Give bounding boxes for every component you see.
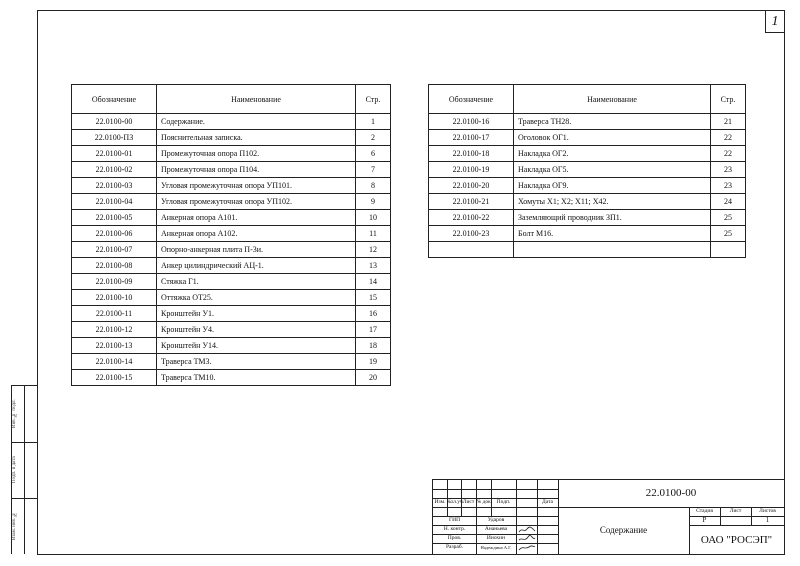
cell-code: 22.0100-04 xyxy=(72,194,157,210)
table-row xyxy=(72,338,391,354)
table-row xyxy=(72,210,391,226)
stamp-col-label: Подп. xyxy=(496,499,511,505)
cell-code: 22.0100-02 xyxy=(72,162,157,178)
cell-code: 22.0100-18 xyxy=(429,146,514,162)
table-row xyxy=(429,146,746,162)
stamp-col-label: Лист xyxy=(462,499,475,505)
cell-page: 6 xyxy=(356,146,391,162)
cell-code xyxy=(429,242,514,258)
table-row xyxy=(72,194,391,210)
cell-page: 2 xyxy=(356,130,391,146)
cell-name: Болт М16. xyxy=(514,226,711,242)
table-row xyxy=(72,178,391,194)
title-block xyxy=(432,479,784,554)
table-row xyxy=(72,306,391,322)
cell-name: Траверса ТМ3. xyxy=(157,354,356,370)
stamp-person: Ананьева xyxy=(484,526,508,532)
cell-page: 21 xyxy=(711,114,746,130)
cell-name: Траверса ТН28. xyxy=(514,114,711,130)
cell-code: 22.0100-09 xyxy=(72,274,157,290)
col-header-name: Наименование xyxy=(157,85,356,114)
table-row xyxy=(72,290,391,306)
cell-name: Накладка ОГ5. xyxy=(514,162,711,178)
sheet-label: Лист xyxy=(729,508,742,514)
table-row xyxy=(72,370,391,386)
cell-code: 22.0100-05 xyxy=(72,210,157,226)
cell-name: Угловая промежуточная опора УП102. xyxy=(157,194,356,210)
side-label: Взам. инв. № xyxy=(12,511,17,541)
cell-page: 8 xyxy=(356,178,391,194)
col-header-name: Наименование xyxy=(514,85,711,114)
cell-name: Промежуточная опора П104. xyxy=(157,162,356,178)
stage-value: Р xyxy=(702,516,707,524)
cell-name: Анкерная опора А101. xyxy=(157,210,356,226)
cell-code: 22.0100-10 xyxy=(72,290,157,306)
stamp-col-label: Кол.уч xyxy=(447,499,463,505)
table-row xyxy=(72,226,391,242)
cell-code: 22.0100-00 xyxy=(72,114,157,130)
cell-name: Оголовок ОГ1. xyxy=(514,130,711,146)
contents-table-left xyxy=(71,84,391,386)
cell-name: Анкер цилиндрический АЦ-1. xyxy=(157,258,356,274)
cell-page: 22 xyxy=(711,130,746,146)
cell-page: 20 xyxy=(356,370,391,386)
cell-page: 10 xyxy=(356,210,391,226)
cell-name: Заземляющий проводник ЗП1. xyxy=(514,210,711,226)
cell-page: 25 xyxy=(711,210,746,226)
cell-page: 17 xyxy=(356,322,391,338)
cell-code: 22.0100-03 xyxy=(72,178,157,194)
cell-code: 22.0100-08 xyxy=(72,258,157,274)
stamp-role: Н. контр. xyxy=(443,526,466,532)
cell-page: 23 xyxy=(711,178,746,194)
cell-code: 22.0100-17 xyxy=(429,130,514,146)
cell-code: 22.0100-06 xyxy=(72,226,157,242)
stamp-doc-code: 22.0100-00 xyxy=(645,487,697,499)
table-row xyxy=(429,130,746,146)
cell-page: 19 xyxy=(356,354,391,370)
table-row xyxy=(72,274,391,290)
contents-table-right xyxy=(428,84,746,258)
cell-code: 22.0100-21 xyxy=(429,194,514,210)
cell-page: 1 xyxy=(356,114,391,130)
cell-code: 22.0100-07 xyxy=(72,242,157,258)
stamp-col-label: № док. xyxy=(476,499,493,505)
table-row xyxy=(72,258,391,274)
col-header-page: Стр. xyxy=(711,85,746,114)
col-header-page: Стр. xyxy=(356,85,391,114)
cell-name: Угловая промежуточная опора УП101. xyxy=(157,178,356,194)
cell-page: 12 xyxy=(356,242,391,258)
sheets-label: Листов xyxy=(759,508,776,514)
cell-code: 22.0100-20 xyxy=(429,178,514,194)
stamp-person: Инохин xyxy=(486,535,506,541)
table-row xyxy=(429,162,746,178)
cell-code: 22.0100-22 xyxy=(429,210,514,226)
cell-page: 16 xyxy=(356,306,391,322)
table-row xyxy=(429,178,746,194)
table-row xyxy=(429,226,746,242)
table-row xyxy=(72,146,391,162)
table-row xyxy=(429,194,746,210)
cell-page: 11 xyxy=(356,226,391,242)
cell-page xyxy=(711,242,746,258)
table-row xyxy=(72,114,391,130)
stamp-col-label: Дата xyxy=(542,499,553,505)
cell-code: 22.0100-16 xyxy=(429,114,514,130)
cell-page: 24 xyxy=(711,194,746,210)
cell-code: 22.0100-ПЗ xyxy=(72,130,157,146)
cell-name: Оттяжка ОТ25. xyxy=(157,290,356,306)
table-row xyxy=(72,162,391,178)
cell-name: Пояснительная записка. xyxy=(157,130,356,146)
cell-name: Опорно-анкерная плита П-3и. xyxy=(157,242,356,258)
stamp-role: ГИП xyxy=(448,517,461,523)
cell-page: 23 xyxy=(711,162,746,178)
stamp-title: Содержание xyxy=(599,525,648,535)
cell-code: 22.0100-14 xyxy=(72,354,157,370)
cell-name: Накладка ОГ2. xyxy=(514,146,711,162)
side-label: Подп. и дата xyxy=(12,456,17,484)
cell-code: 22.0100-01 xyxy=(72,146,157,162)
cell-page: 25 xyxy=(711,226,746,242)
cell-name: Анкерная опора А102. xyxy=(157,226,356,242)
col-header-code: Обозначение xyxy=(72,85,157,114)
table-row xyxy=(72,242,391,258)
organization-name: ОАО "РОСЭП" xyxy=(700,534,773,546)
cell-code: 22.0100-19 xyxy=(429,162,514,178)
cell-name: Накладка ОГ9. xyxy=(514,178,711,194)
cell-page: 9 xyxy=(356,194,391,210)
cell-name: Хомуты Х1; Х2; Х11; Х42. xyxy=(514,194,711,210)
cell-page: 22 xyxy=(711,146,746,162)
stamp-person: Надеждина А.Г. xyxy=(480,545,512,550)
sheets-value: 1 xyxy=(765,516,770,524)
table-row xyxy=(429,114,746,130)
cell-name xyxy=(514,242,711,258)
table-row xyxy=(429,210,746,226)
cell-page: 18 xyxy=(356,338,391,354)
cell-code: 22.0100-11 xyxy=(72,306,157,322)
cell-page: 13 xyxy=(356,258,391,274)
cell-name: Промежуточная опора П102. xyxy=(157,146,356,162)
cell-code: 22.0100-12 xyxy=(72,322,157,338)
col-header-code: Обозначение xyxy=(429,85,514,114)
cell-name: Кронштейн У1. xyxy=(157,306,356,322)
cell-name: Стяжка Г1. xyxy=(157,274,356,290)
cell-code: 22.0100-13 xyxy=(72,338,157,354)
stamp-person: Ударов xyxy=(487,517,505,523)
stamp-role: Пров. xyxy=(447,535,462,541)
table-row xyxy=(72,354,391,370)
stamp-col-label: Изм. xyxy=(434,499,446,505)
cell-name: Кронштейн У4. xyxy=(157,322,356,338)
signature-icon xyxy=(518,526,536,534)
cell-page: 15 xyxy=(356,290,391,306)
table-row xyxy=(72,130,391,146)
cell-code: 22.0100-15 xyxy=(72,370,157,386)
cell-name: Содержание. xyxy=(157,114,356,130)
signature-icon xyxy=(518,535,536,543)
cell-code: 22.0100-23 xyxy=(429,226,514,242)
table-row xyxy=(72,322,391,338)
sheet-number: 1 xyxy=(765,11,784,33)
cell-page: 7 xyxy=(356,162,391,178)
cell-name: Траверса ТМ10. xyxy=(157,370,356,386)
stage-label: Стадия xyxy=(696,508,713,514)
side-label: Инв. № подл. xyxy=(12,399,17,429)
cell-page: 14 xyxy=(356,274,391,290)
stamp-role: Разраб. xyxy=(445,544,464,550)
cell-name: Кронштейн У14. xyxy=(157,338,356,354)
signature-icon xyxy=(518,544,536,552)
table-row xyxy=(429,242,746,258)
binding-strip xyxy=(11,385,38,554)
